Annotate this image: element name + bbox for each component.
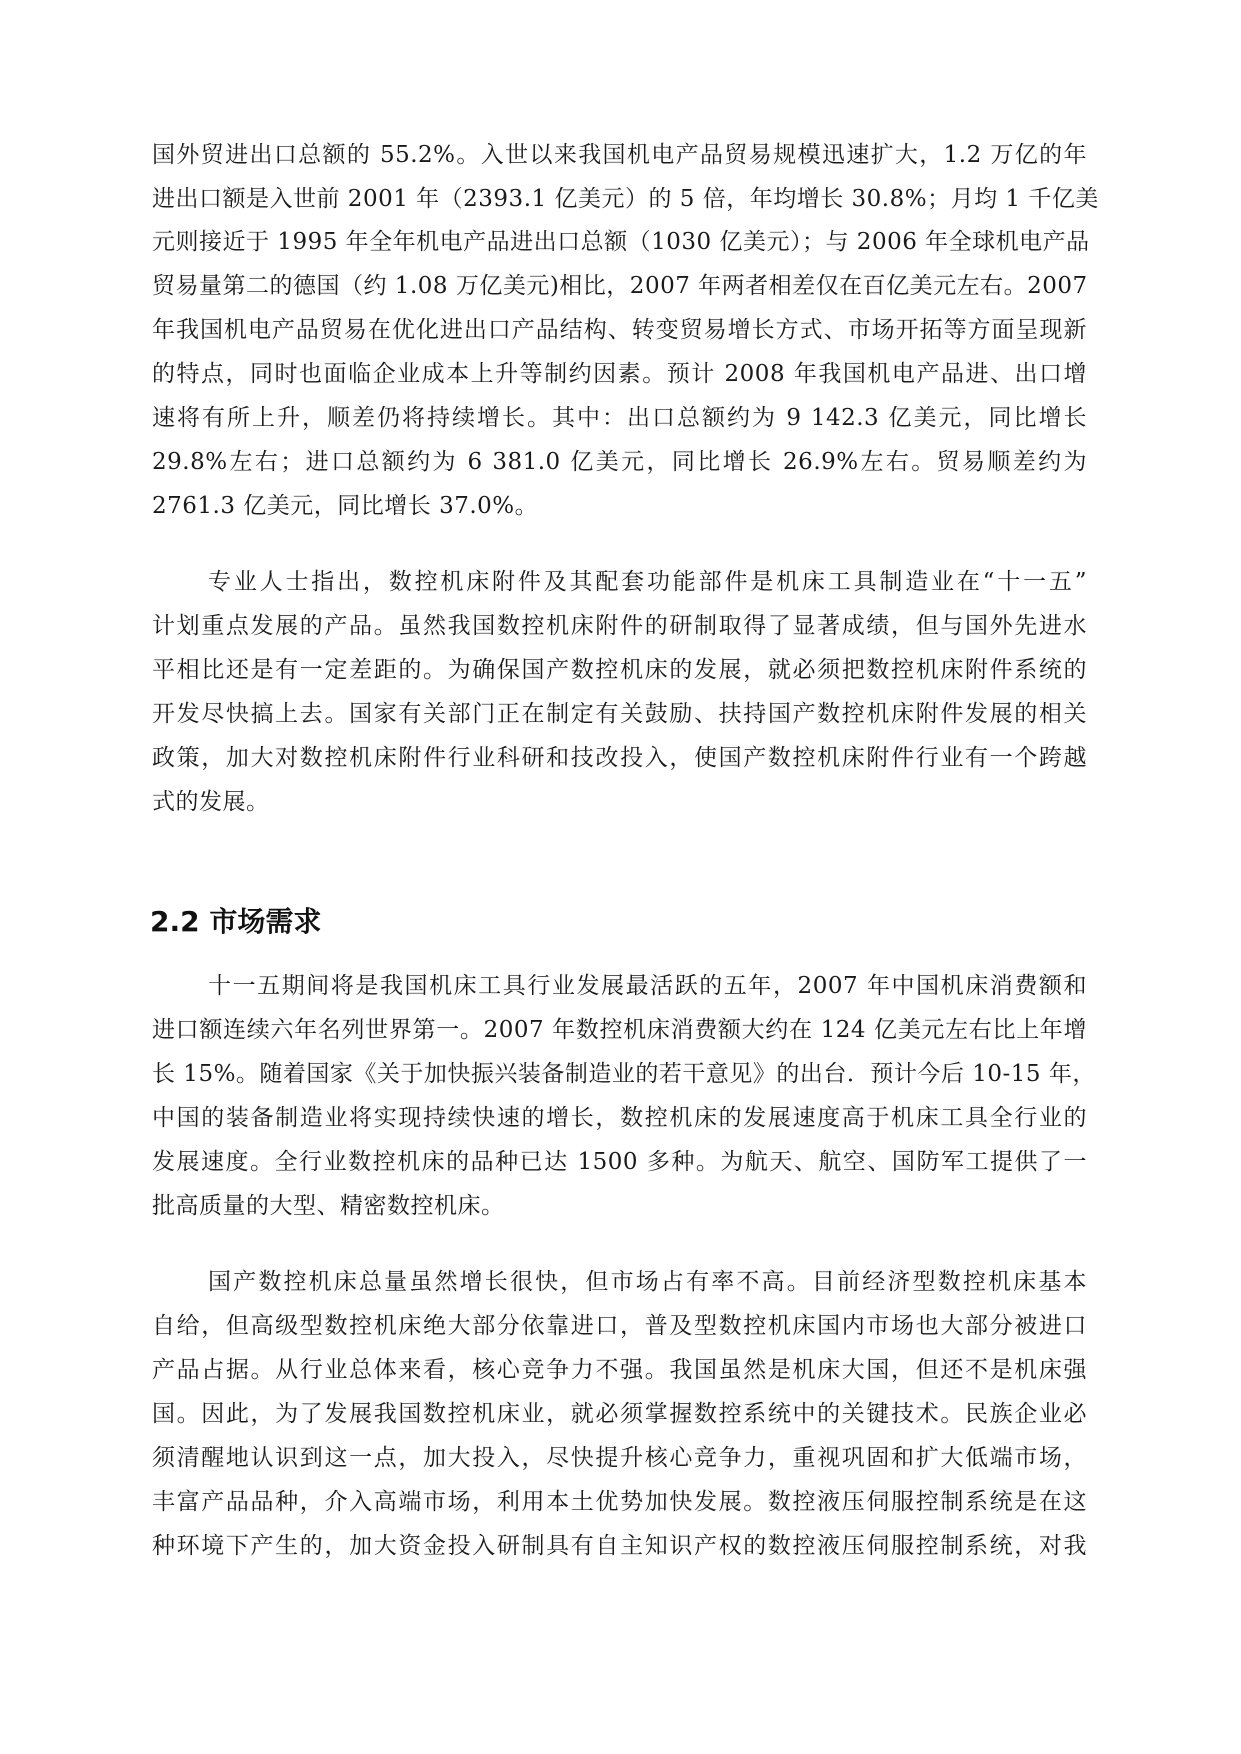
paragraph-2-line: 政策，加大对数控机床附件行业科研和技改投入，使国产数控机床附件行业有一个跨越 [152, 745, 1087, 771]
paragraph-1-line: 进出口额是入世前 2001 年（2393.1 亿美元）的 5 倍，年均增长 30.8%；月均 1 千亿美 [152, 186, 1099, 212]
paragraph-1-line: 速将有所上升，顺差仍将持续增长。其中：出口总额约为 9 142.3 亿美元，同比增长 [152, 405, 1087, 431]
paragraph-3-line: 进口额连续六年名列世界第一。2007 年数控机床消费额大约在 124 亿美元左右比上年增 [152, 1017, 1087, 1043]
paragraph-1-line: 贸易量第二的德国（约 1.08 万亿美元)相比，2007 年两者相差仅在百亿美元左右。2007 [152, 273, 1088, 299]
paragraph-1-line: 的特点，同时也面临企业成本上升等制约因素。预计 2008 年我国机电产品进、出口增 [152, 361, 1087, 387]
paragraph-2-line: 开发尽快搞上去。国家有关部门正在制定有关鼓励、扶持国产数控机床附件发展的相关 [152, 701, 1087, 727]
paragraph-2-line: 平相比还是有一定差距的。为确保国产数控机床的发展，就必须把数控机床附件系统的 [152, 657, 1087, 683]
paragraph-1-line: 2761.3 亿美元，同比增长 37.0%。 [152, 493, 539, 519]
paragraph-4-line: 须清醒地认识到这一点，加大投入，尽快提升核心竞争力，重视巩固和扩大低端市场， [152, 1445, 1087, 1471]
paragraph-2-line: 式的发展。 [152, 789, 270, 815]
paragraph-2-line: 专业人士指出，数控机床附件及其配套功能部件是机床工具制造业在“十一五” [208, 569, 1087, 595]
paragraph-3-line: 长 15%。随着国家《关于加快振兴装备制造业的若干意见》的出台．预计今后 10-15 年， [152, 1061, 1096, 1087]
paragraph-3-line: 十一五期间将是我国机床工具行业发展最活跃的五年，2007 年中国机床消费额和 [208, 973, 1087, 999]
paragraph-3-line: 发展速度。全行业数控机床的品种已达 1500 多种。为航天、航空、国防军工提供了一 [152, 1149, 1087, 1175]
paragraph-4-line: 种环境下产生的，加大资金投入研制具有自主知识产权的数控液压伺服控制系统，对我 [152, 1533, 1087, 1559]
paragraph-4-line: 丰富产品品种，介入高端市场，利用本土优势加快发展。数控液压伺服控制系统是在这 [152, 1489, 1087, 1515]
paragraph-3-line: 批高质量的大型、精密数控机床。 [152, 1193, 505, 1219]
paragraph-1-line: 元则接近于 1995 年全年机电产品进出口总额（1030 亿美元）；与 2006 年全球机电产品 [152, 229, 1090, 255]
paragraph-4-line: 产品占据。从行业总体来看，核心竞争力不强。我国虽然是机床大国，但还不是机床强 [152, 1357, 1087, 1383]
paragraph-3-line: 中国的装备制造业将实现持续快速的增长，数控机床的发展速度高于机床工具全行业的 [152, 1105, 1087, 1131]
paragraph-4-line: 自给，但高级型数控机床绝大部分依靠进口，普及型数控机床国内市场也大部分被进口 [152, 1313, 1087, 1339]
paragraph-2-line: 计划重点发展的产品。虽然我国数控机床附件的研制取得了显著成绩，但与国外先进水 [152, 613, 1087, 639]
section-heading: 2.2 市场需求 [150, 905, 322, 938]
paragraph-1-line: 年我国机电产品贸易在优化进出口产品结构、转变贸易增长方式、市场开拓等方面呈现新 [152, 317, 1087, 343]
paragraph-4-line: 国。因此，为了发展我国数控机床业，就必须掌握数控系统中的关键技术。民族企业必 [152, 1401, 1087, 1427]
paragraph-1-line: 国外贸进出口总额的 55.2%。入世以来我国机电产品贸易规模迅速扩大，1.2 万亿的年 [152, 142, 1087, 168]
paragraph-4-line: 国产数控机床总量虽然增长很快，但市场占有率不高。目前经济型数控机床基本 [208, 1269, 1087, 1295]
paragraph-1-line: 29.8%左右；进口总额约为 6 381.0 亿美元，同比增长 26.9%左右。贸易顺差约为 [152, 449, 1087, 475]
